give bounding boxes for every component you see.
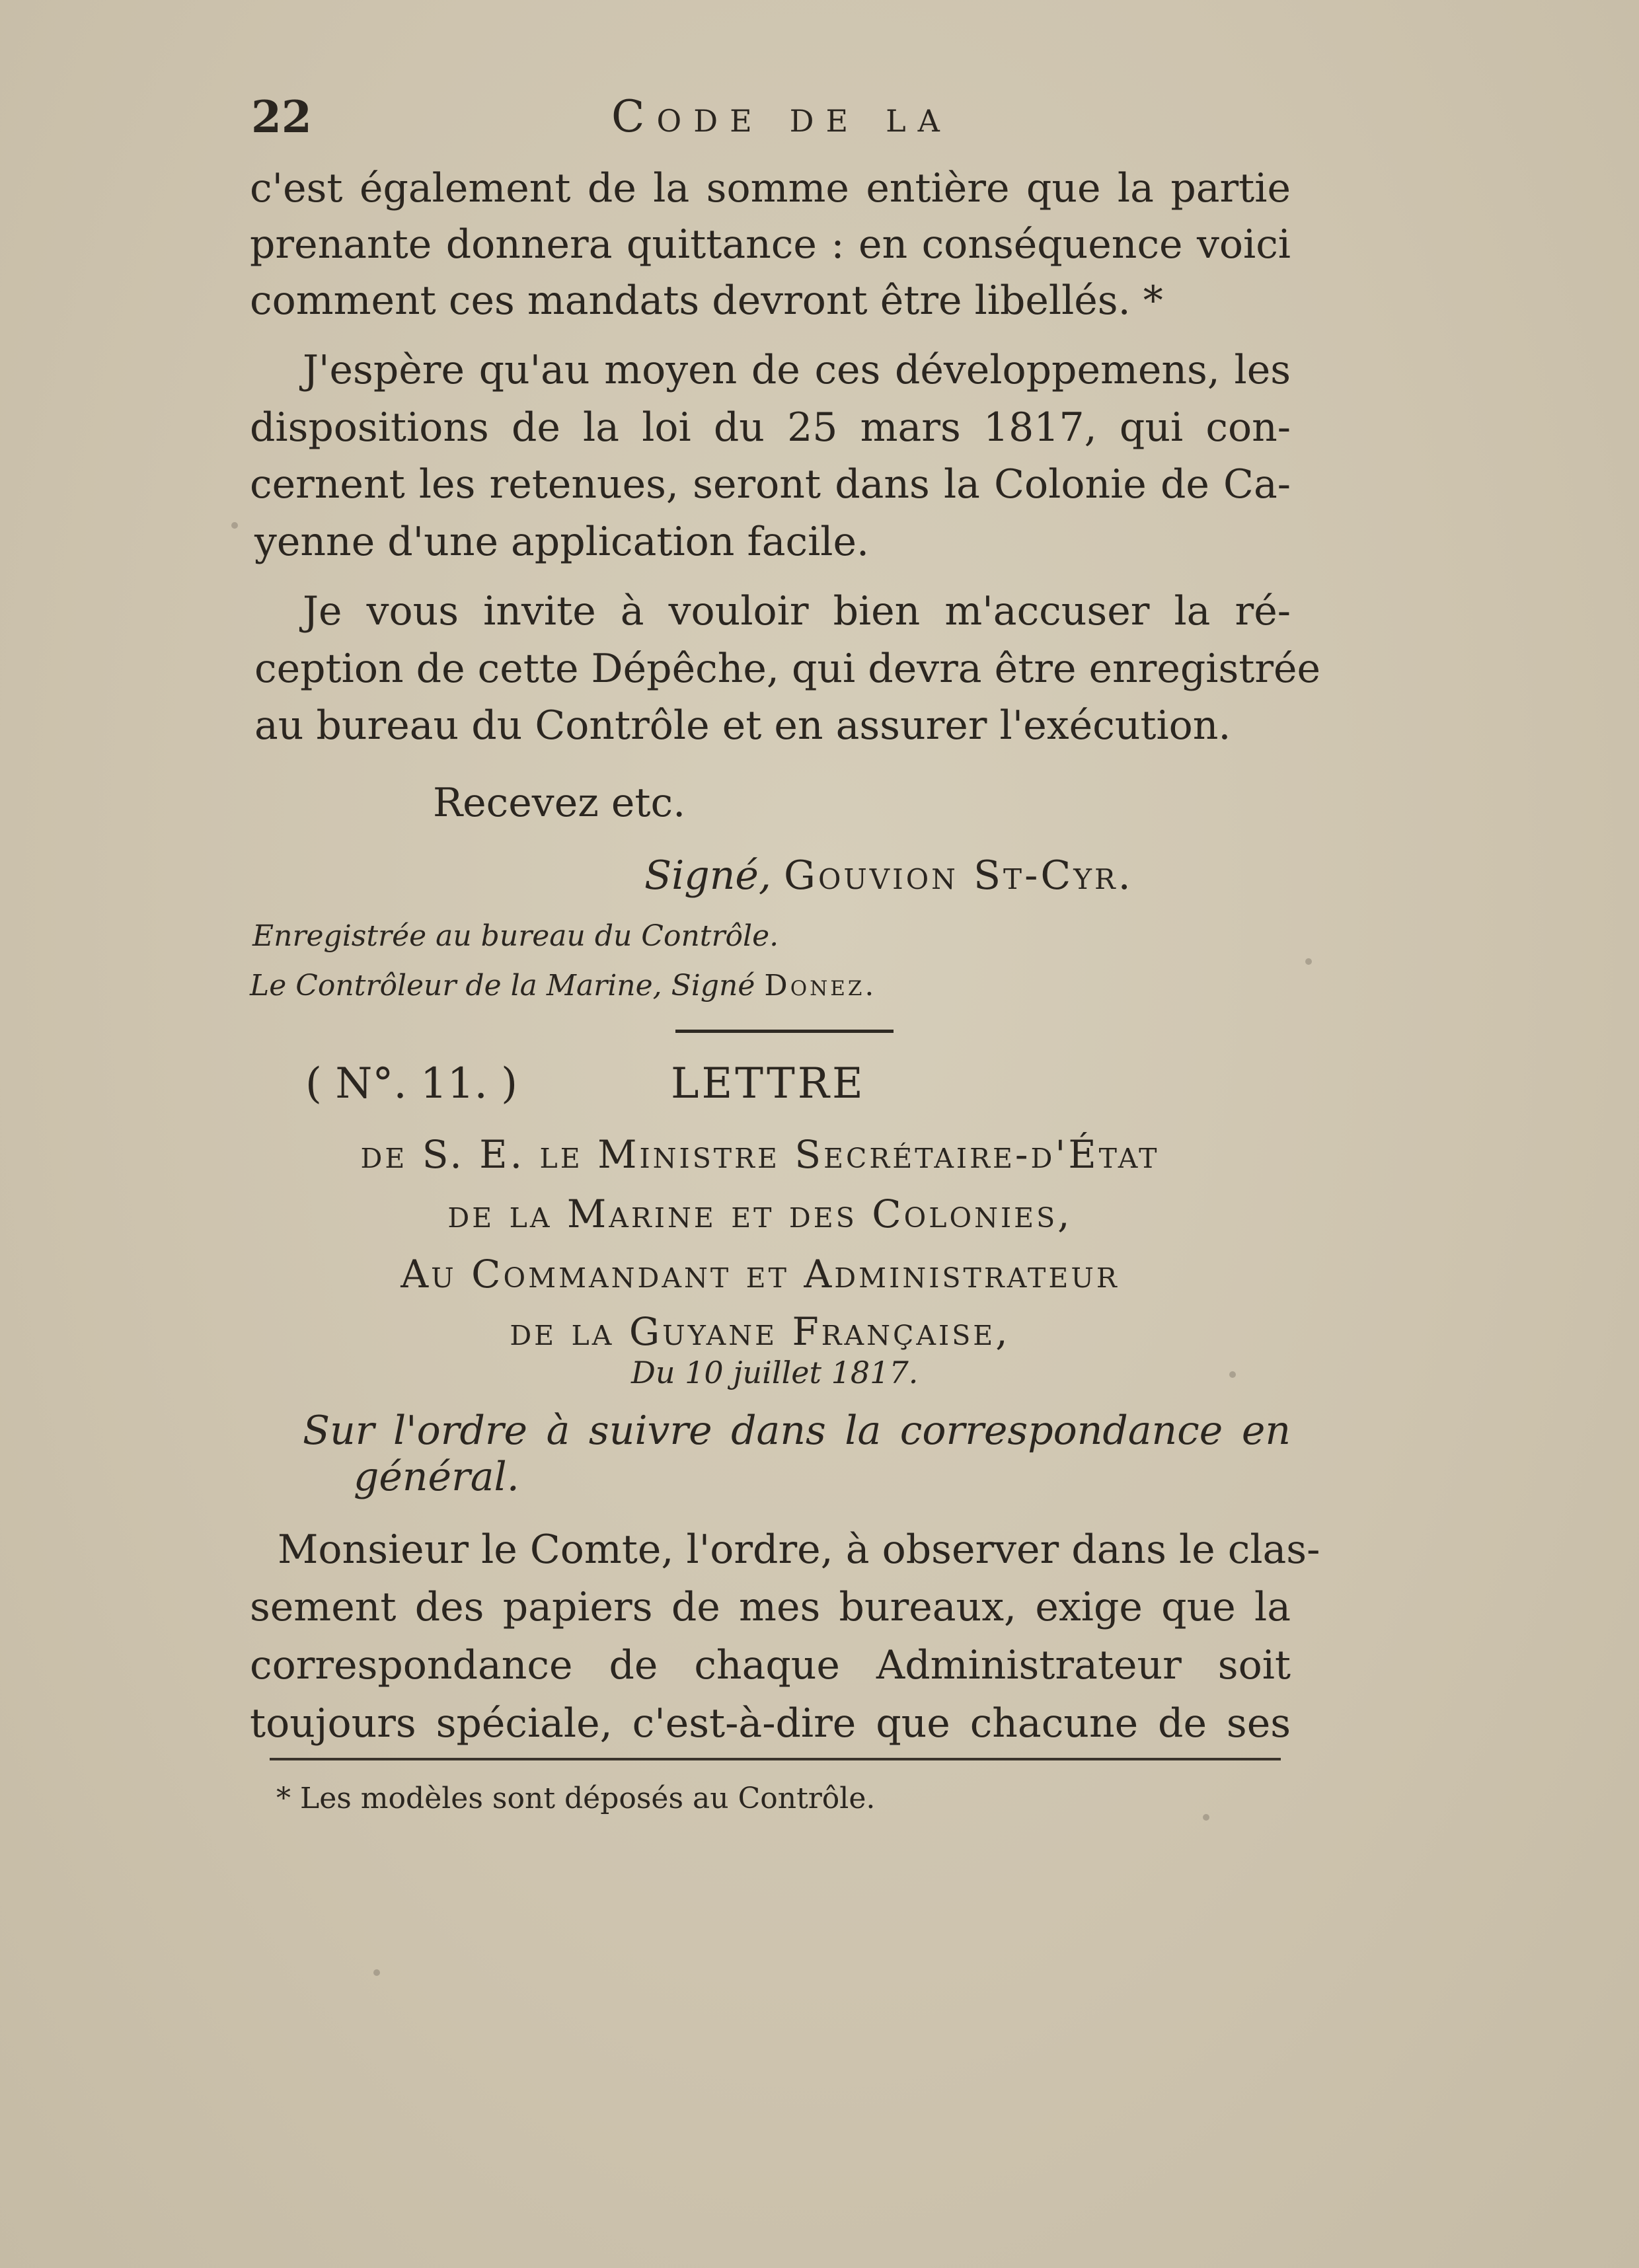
body-line: cernent les retenues, seront dans la Colonie de Ca- <box>250 461 1291 508</box>
subject-line: Sur l'ordre à suivre dans la correspondance en <box>303 1408 1291 1454</box>
heading-line: de S. E. le Ministre Secrétaire-d'État <box>360 1132 1160 1177</box>
body-line: sement des papiers de mes bureaux, exige que la <box>250 1584 1291 1630</box>
body-line: dispositions de la loi du 25 mars 1817, qui con- <box>250 404 1291 451</box>
body-line: ception de cette Dépêche, qui devra être enregistrée <box>254 646 1321 692</box>
signature-line <box>644 849 1133 902</box>
running-head: Code de la <box>611 91 952 142</box>
registration-line-2 <box>250 965 876 1007</box>
registration-line-1: Enregistrée au bureau du Contrôle. <box>252 919 779 953</box>
footnote: * Les modèles sont déposés au Contrôle. <box>276 1782 876 1815</box>
subject-line: général. <box>354 1454 519 1500</box>
body-line: c'est également de la somme entière que la partie <box>250 165 1291 211</box>
registration-controller: Le Contrôleur de la Marine, <box>250 969 662 1002</box>
closing-line: Recevez etc. <box>433 780 686 826</box>
body-line: comment ces mandats devront être libellés. * <box>250 278 1163 324</box>
heading-line: de la Marine et des Colonies, <box>447 1191 1073 1236</box>
body-line: toujours spéciale, c'est-à-dire que chacune de ses <box>250 1700 1291 1747</box>
body-line: au bureau du Contrôle et en assurer l'exécution. <box>254 702 1231 749</box>
letter-date: Du 10 juillet 1817. <box>631 1355 919 1390</box>
body-line: prenante donnera quittance : en conséquence voici <box>250 221 1291 268</box>
registration-signe: Signé <box>671 969 755 1002</box>
signature-name: Gouvion St-Cyr. <box>784 852 1133 899</box>
page-header <box>251 91 1309 164</box>
heading-line: de la Guyane Française, <box>510 1309 1010 1354</box>
body-line: Monsieur le Comte, l'ordre, à observer dans le clas- <box>278 1527 1320 1573</box>
section-divider <box>675 1030 894 1033</box>
page-number: 22 <box>251 91 312 143</box>
body-line: yenne d'une application facile. <box>254 519 870 565</box>
signature-signe: Signé, <box>644 852 771 899</box>
heading-line: Au Commandant et Administrateur <box>400 1252 1120 1297</box>
registration-name: Donez. <box>764 969 877 1002</box>
letter-number: ( N°. 11. ) <box>305 1059 518 1108</box>
letter-title: LETTRE <box>671 1059 866 1108</box>
body-line: correspondance de chaque Administrateur soit <box>250 1642 1291 1688</box>
footnote-rule <box>270 1758 1281 1760</box>
body-line: J'espère qu'au moyen de ces développemens, les <box>303 347 1291 393</box>
body-line: Je vous invite à vouloir bien m'accuser la ré- <box>303 588 1291 634</box>
